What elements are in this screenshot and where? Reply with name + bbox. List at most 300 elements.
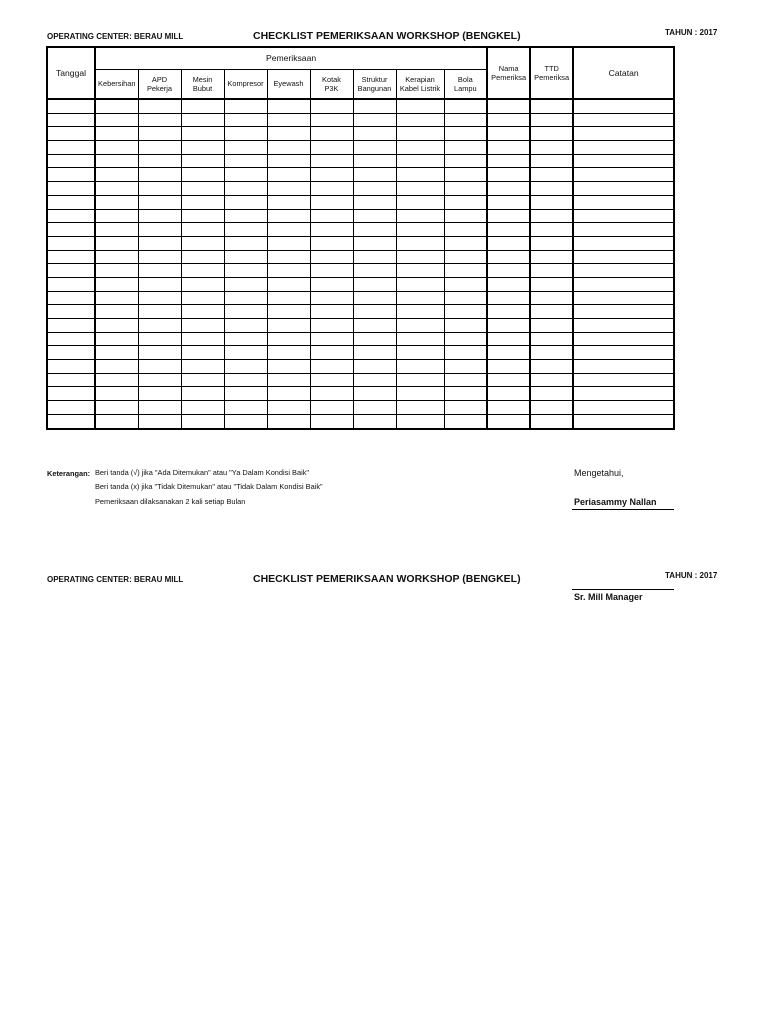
table-cell[interactable] [224, 346, 267, 360]
table-cell[interactable] [573, 99, 674, 113]
table-cell[interactable] [353, 113, 396, 127]
table-cell[interactable] [224, 305, 267, 319]
table-cell[interactable] [138, 360, 181, 374]
table-cell[interactable] [310, 414, 353, 428]
table-cell[interactable] [353, 346, 396, 360]
table-cell[interactable] [487, 414, 530, 428]
table-cell[interactable] [224, 387, 267, 401]
table-cell[interactable] [267, 195, 310, 209]
table-cell[interactable] [47, 360, 95, 374]
table-cell[interactable] [530, 291, 573, 305]
table-cell[interactable] [530, 99, 573, 113]
table-cell[interactable] [95, 401, 138, 415]
table-cell[interactable] [224, 291, 267, 305]
table-cell[interactable] [181, 264, 224, 278]
table-cell[interactable] [487, 277, 530, 291]
table-cell[interactable] [47, 277, 95, 291]
table-cell[interactable] [95, 236, 138, 250]
table-cell[interactable] [310, 141, 353, 155]
table-cell[interactable] [224, 277, 267, 291]
table-cell[interactable] [444, 127, 487, 141]
table-cell[interactable] [310, 346, 353, 360]
table-cell[interactable] [487, 141, 530, 155]
table-cell[interactable] [396, 387, 444, 401]
table-cell[interactable] [444, 319, 487, 333]
table-cell[interactable] [353, 195, 396, 209]
table-cell[interactable] [267, 99, 310, 113]
table-cell[interactable] [353, 182, 396, 196]
table-cell[interactable] [573, 223, 674, 237]
table-cell[interactable] [353, 291, 396, 305]
table-cell[interactable] [530, 209, 573, 223]
table-cell[interactable] [138, 127, 181, 141]
table-cell[interactable] [138, 373, 181, 387]
table-cell[interactable] [487, 209, 530, 223]
table-cell[interactable] [396, 332, 444, 346]
table-cell[interactable] [138, 195, 181, 209]
table-cell[interactable] [396, 373, 444, 387]
table-cell[interactable] [267, 277, 310, 291]
table-cell[interactable] [487, 113, 530, 127]
table-cell[interactable] [181, 414, 224, 428]
table-cell[interactable] [138, 141, 181, 155]
table-cell[interactable] [396, 305, 444, 319]
table-cell[interactable] [181, 113, 224, 127]
table-cell[interactable] [573, 346, 674, 360]
table-cell[interactable] [47, 236, 95, 250]
table-cell[interactable] [310, 264, 353, 278]
table-cell[interactable] [95, 277, 138, 291]
table-cell[interactable] [396, 291, 444, 305]
table-cell[interactable] [224, 319, 267, 333]
table-cell[interactable] [267, 360, 310, 374]
table-cell[interactable] [530, 346, 573, 360]
table-cell[interactable] [310, 401, 353, 415]
table-cell[interactable] [224, 168, 267, 182]
table-cell[interactable] [224, 264, 267, 278]
table-cell[interactable] [95, 319, 138, 333]
table-cell[interactable] [573, 373, 674, 387]
table-cell[interactable] [95, 154, 138, 168]
table-cell[interactable] [47, 332, 95, 346]
table-cell[interactable] [267, 223, 310, 237]
table-cell[interactable] [573, 209, 674, 223]
table-cell[interactable] [95, 168, 138, 182]
table-cell[interactable] [95, 250, 138, 264]
table-cell[interactable] [444, 195, 487, 209]
table-cell[interactable] [310, 250, 353, 264]
table-cell[interactable] [224, 154, 267, 168]
table-cell[interactable] [310, 209, 353, 223]
table-cell[interactable] [530, 141, 573, 155]
table-cell[interactable] [444, 277, 487, 291]
table-cell[interactable] [396, 182, 444, 196]
table-cell[interactable] [487, 319, 530, 333]
table-cell[interactable] [530, 250, 573, 264]
table-cell[interactable] [444, 154, 487, 168]
table-cell[interactable] [47, 319, 95, 333]
table-cell[interactable] [310, 236, 353, 250]
table-cell[interactable] [487, 154, 530, 168]
table-cell[interactable] [396, 250, 444, 264]
table-cell[interactable] [267, 373, 310, 387]
table-cell[interactable] [267, 264, 310, 278]
table-cell[interactable] [181, 250, 224, 264]
table-cell[interactable] [267, 127, 310, 141]
table-cell[interactable] [224, 401, 267, 415]
table-cell[interactable] [310, 305, 353, 319]
table-cell[interactable] [487, 250, 530, 264]
table-cell[interactable] [224, 113, 267, 127]
table-cell[interactable] [530, 277, 573, 291]
table-cell[interactable] [444, 168, 487, 182]
table-cell[interactable] [573, 154, 674, 168]
table-cell[interactable] [396, 154, 444, 168]
table-cell[interactable] [573, 332, 674, 346]
table-cell[interactable] [530, 332, 573, 346]
table-cell[interactable] [47, 373, 95, 387]
table-cell[interactable] [267, 168, 310, 182]
table-cell[interactable] [396, 99, 444, 113]
table-cell[interactable] [224, 127, 267, 141]
table-cell[interactable] [310, 332, 353, 346]
table-cell[interactable] [95, 99, 138, 113]
table-cell[interactable] [487, 223, 530, 237]
table-cell[interactable] [95, 387, 138, 401]
table-cell[interactable] [95, 141, 138, 155]
table-cell[interactable] [138, 277, 181, 291]
table-cell[interactable] [181, 154, 224, 168]
table-cell[interactable] [353, 277, 396, 291]
table-cell[interactable] [530, 236, 573, 250]
table-cell[interactable] [573, 401, 674, 415]
table-cell[interactable] [530, 182, 573, 196]
table-cell[interactable] [444, 332, 487, 346]
table-cell[interactable] [444, 236, 487, 250]
table-cell[interactable] [181, 141, 224, 155]
table-cell[interactable] [267, 209, 310, 223]
table-cell[interactable] [310, 99, 353, 113]
table-cell[interactable] [47, 141, 95, 155]
table-cell[interactable] [181, 291, 224, 305]
table-cell[interactable] [181, 182, 224, 196]
table-cell[interactable] [267, 401, 310, 415]
table-cell[interactable] [353, 141, 396, 155]
table-cell[interactable] [444, 223, 487, 237]
table-cell[interactable] [138, 113, 181, 127]
table-cell[interactable] [573, 277, 674, 291]
table-cell[interactable] [47, 250, 95, 264]
table-cell[interactable] [267, 346, 310, 360]
table-cell[interactable] [95, 182, 138, 196]
table-cell[interactable] [47, 387, 95, 401]
table-cell[interactable] [47, 346, 95, 360]
table-cell[interactable] [573, 168, 674, 182]
table-cell[interactable] [396, 264, 444, 278]
table-cell[interactable] [353, 401, 396, 415]
table-cell[interactable] [267, 113, 310, 127]
table-cell[interactable] [47, 182, 95, 196]
table-cell[interactable] [487, 195, 530, 209]
table-cell[interactable] [47, 154, 95, 168]
table-cell[interactable] [353, 99, 396, 113]
table-cell[interactable] [530, 195, 573, 209]
table-cell[interactable] [444, 113, 487, 127]
table-cell[interactable] [396, 195, 444, 209]
table-cell[interactable] [181, 99, 224, 113]
table-cell[interactable] [138, 401, 181, 415]
table-cell[interactable] [181, 195, 224, 209]
table-cell[interactable] [444, 291, 487, 305]
table-cell[interactable] [267, 414, 310, 428]
table-cell[interactable] [181, 127, 224, 141]
table-cell[interactable] [267, 250, 310, 264]
table-cell[interactable] [310, 291, 353, 305]
table-cell[interactable] [530, 223, 573, 237]
table-cell[interactable] [47, 195, 95, 209]
table-cell[interactable] [353, 305, 396, 319]
table-cell[interactable] [396, 113, 444, 127]
table-cell[interactable] [95, 291, 138, 305]
table-cell[interactable] [444, 387, 487, 401]
table-cell[interactable] [396, 360, 444, 374]
table-cell[interactable] [444, 250, 487, 264]
table-cell[interactable] [95, 360, 138, 374]
table-cell[interactable] [573, 236, 674, 250]
table-cell[interactable] [267, 154, 310, 168]
table-cell[interactable] [444, 373, 487, 387]
table-cell[interactable] [181, 319, 224, 333]
table-cell[interactable] [267, 236, 310, 250]
table-cell[interactable] [224, 99, 267, 113]
table-cell[interactable] [396, 141, 444, 155]
table-cell[interactable] [47, 291, 95, 305]
table-cell[interactable] [353, 332, 396, 346]
table-cell[interactable] [138, 346, 181, 360]
table-cell[interactable] [530, 319, 573, 333]
table-cell[interactable] [181, 209, 224, 223]
table-cell[interactable] [181, 346, 224, 360]
table-cell[interactable] [487, 127, 530, 141]
table-cell[interactable] [224, 360, 267, 374]
table-cell[interactable] [138, 264, 181, 278]
table-cell[interactable] [530, 168, 573, 182]
table-cell[interactable] [530, 360, 573, 374]
table-cell[interactable] [181, 168, 224, 182]
table-cell[interactable] [47, 264, 95, 278]
table-cell[interactable] [181, 360, 224, 374]
table-cell[interactable] [487, 360, 530, 374]
table-cell[interactable] [353, 154, 396, 168]
table-cell[interactable] [396, 223, 444, 237]
table-cell[interactable] [138, 182, 181, 196]
table-cell[interactable] [95, 195, 138, 209]
table-cell[interactable] [353, 387, 396, 401]
table-cell[interactable] [47, 223, 95, 237]
table-cell[interactable] [444, 182, 487, 196]
table-cell[interactable] [224, 195, 267, 209]
table-cell[interactable] [138, 154, 181, 168]
table-cell[interactable] [353, 319, 396, 333]
table-cell[interactable] [353, 373, 396, 387]
table-cell[interactable] [444, 305, 487, 319]
table-cell[interactable] [95, 113, 138, 127]
table-cell[interactable] [181, 387, 224, 401]
table-cell[interactable] [181, 332, 224, 346]
table-cell[interactable] [310, 360, 353, 374]
table-cell[interactable] [530, 264, 573, 278]
table-cell[interactable] [530, 154, 573, 168]
table-cell[interactable] [444, 209, 487, 223]
table-cell[interactable] [267, 387, 310, 401]
table-cell[interactable] [396, 127, 444, 141]
table-cell[interactable] [353, 250, 396, 264]
table-cell[interactable] [353, 360, 396, 374]
table-cell[interactable] [353, 264, 396, 278]
table-cell[interactable] [310, 113, 353, 127]
table-cell[interactable] [573, 305, 674, 319]
table-cell[interactable] [530, 113, 573, 127]
table-cell[interactable] [224, 332, 267, 346]
table-cell[interactable] [267, 182, 310, 196]
table-cell[interactable] [267, 291, 310, 305]
table-cell[interactable] [487, 373, 530, 387]
table-cell[interactable] [267, 305, 310, 319]
table-cell[interactable] [310, 127, 353, 141]
table-cell[interactable] [353, 414, 396, 428]
table-cell[interactable] [353, 209, 396, 223]
table-cell[interactable] [353, 236, 396, 250]
table-cell[interactable] [444, 401, 487, 415]
table-cell[interactable] [310, 168, 353, 182]
table-cell[interactable] [95, 414, 138, 428]
table-cell[interactable] [487, 401, 530, 415]
table-cell[interactable] [138, 99, 181, 113]
table-cell[interactable] [95, 264, 138, 278]
table-cell[interactable] [530, 387, 573, 401]
table-cell[interactable] [224, 209, 267, 223]
table-cell[interactable] [444, 346, 487, 360]
table-cell[interactable] [444, 360, 487, 374]
table-cell[interactable] [530, 401, 573, 415]
table-cell[interactable] [487, 346, 530, 360]
table-cell[interactable] [47, 401, 95, 415]
table-cell[interactable] [487, 236, 530, 250]
table-cell[interactable] [310, 223, 353, 237]
table-cell[interactable] [47, 414, 95, 428]
table-cell[interactable] [487, 168, 530, 182]
table-cell[interactable] [487, 387, 530, 401]
table-cell[interactable] [138, 387, 181, 401]
table-cell[interactable] [530, 127, 573, 141]
table-cell[interactable] [138, 305, 181, 319]
table-cell[interactable] [444, 141, 487, 155]
table-cell[interactable] [47, 113, 95, 127]
table-cell[interactable] [396, 346, 444, 360]
table-cell[interactable] [396, 414, 444, 428]
table-cell[interactable] [47, 168, 95, 182]
table-cell[interactable] [396, 401, 444, 415]
table-cell[interactable] [138, 414, 181, 428]
table-cell[interactable] [353, 223, 396, 237]
table-cell[interactable] [138, 223, 181, 237]
table-cell[interactable] [573, 141, 674, 155]
table-cell[interactable] [95, 373, 138, 387]
table-cell[interactable] [353, 168, 396, 182]
table-cell[interactable] [573, 182, 674, 196]
table-cell[interactable] [95, 209, 138, 223]
table-cell[interactable] [396, 209, 444, 223]
table-cell[interactable] [47, 209, 95, 223]
table-cell[interactable] [95, 223, 138, 237]
table-cell[interactable] [138, 209, 181, 223]
table-cell[interactable] [224, 414, 267, 428]
table-cell[interactable] [487, 99, 530, 113]
table-cell[interactable] [310, 373, 353, 387]
table-cell[interactable] [444, 99, 487, 113]
table-cell[interactable] [310, 182, 353, 196]
table-cell[interactable] [47, 127, 95, 141]
table-cell[interactable] [95, 305, 138, 319]
table-cell[interactable] [267, 319, 310, 333]
table-cell[interactable] [444, 414, 487, 428]
table-cell[interactable] [224, 223, 267, 237]
table-cell[interactable] [267, 141, 310, 155]
table-cell[interactable] [267, 332, 310, 346]
table-cell[interactable] [138, 291, 181, 305]
table-cell[interactable] [573, 113, 674, 127]
table-cell[interactable] [181, 236, 224, 250]
table-cell[interactable] [138, 236, 181, 250]
table-cell[interactable] [47, 305, 95, 319]
table-cell[interactable] [95, 332, 138, 346]
table-cell[interactable] [138, 250, 181, 264]
table-cell[interactable] [487, 305, 530, 319]
table-cell[interactable] [487, 332, 530, 346]
table-cell[interactable] [487, 291, 530, 305]
table-cell[interactable] [396, 168, 444, 182]
table-cell[interactable] [573, 387, 674, 401]
table-cell[interactable] [573, 360, 674, 374]
table-cell[interactable] [487, 264, 530, 278]
table-cell[interactable] [95, 127, 138, 141]
table-cell[interactable] [181, 373, 224, 387]
table-cell[interactable] [224, 182, 267, 196]
table-cell[interactable] [530, 414, 573, 428]
table-cell[interactable] [138, 332, 181, 346]
table-cell[interactable] [396, 277, 444, 291]
table-cell[interactable] [573, 414, 674, 428]
table-cell[interactable] [487, 182, 530, 196]
table-cell[interactable] [310, 195, 353, 209]
table-cell[interactable] [573, 291, 674, 305]
table-cell[interactable] [310, 277, 353, 291]
table-cell[interactable] [138, 319, 181, 333]
table-cell[interactable] [573, 195, 674, 209]
table-cell[interactable] [310, 154, 353, 168]
table-cell[interactable] [353, 127, 396, 141]
table-cell[interactable] [224, 250, 267, 264]
table-cell[interactable] [396, 319, 444, 333]
table-cell[interactable] [573, 264, 674, 278]
table-cell[interactable] [138, 168, 181, 182]
table-cell[interactable] [181, 305, 224, 319]
table-cell[interactable] [181, 277, 224, 291]
table-cell[interactable] [224, 373, 267, 387]
table-cell[interactable] [95, 346, 138, 360]
table-cell[interactable] [224, 236, 267, 250]
table-cell[interactable] [573, 250, 674, 264]
